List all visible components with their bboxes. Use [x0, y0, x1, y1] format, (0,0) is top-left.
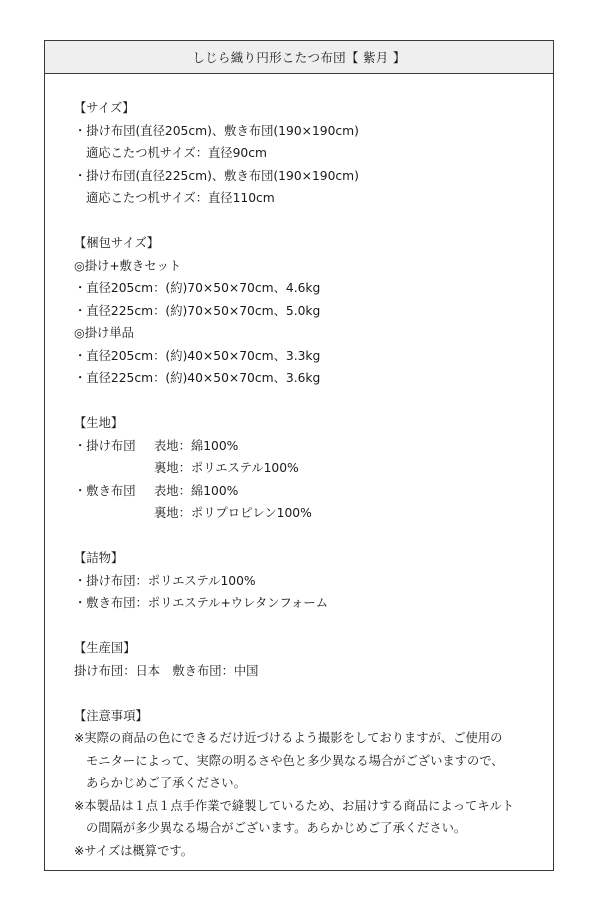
notes-heading: 【注意事項】	[74, 708, 148, 723]
package-single-2: ・直径225cm：(約)40×50×70cm、3.6kg	[74, 371, 321, 385]
origin-heading: 【生産国】	[74, 641, 136, 655]
notes-line-4: ※本製品は１点１点手作業で縫製しているため、お届けする商品によってキルト	[74, 798, 515, 813]
fabric-shiki-back: 裏地：ポリプロピレン100%	[154, 506, 312, 520]
fabric-kake-name: ・掛け布団	[74, 438, 136, 453]
package-single-label: ◎掛け単品	[74, 326, 134, 340]
package-single-1: ・直径205cm：(約)40×50×70cm、3.3kg	[74, 348, 321, 363]
spec-content	[45, 74, 553, 862]
section-package	[74, 232, 553, 390]
fabric-shiki-front: 表地：綿100%	[154, 483, 239, 498]
section-gap	[74, 682, 553, 705]
fabric-kake-row	[74, 435, 553, 458]
fabric-kake-back: 裏地：ポリエステル100%	[154, 461, 299, 475]
section-origin	[74, 637, 553, 682]
package-set-1: ・直径205cm：(約)70×50×70cm、4.6kg	[74, 281, 321, 295]
fabric-kake-back-row	[74, 457, 553, 480]
package-set-label: ◎掛け+敷きセット	[74, 258, 182, 273]
section-fabric	[74, 412, 553, 525]
filling-line-2: ・敷き布団：ポリエステル+ウレタンフォーム	[74, 596, 329, 610]
package-set-2: ・直径225cm：(約)70×50×70cm、5.0kg	[74, 303, 321, 318]
section-gap	[74, 390, 553, 413]
fabric-shiki-back-row	[74, 502, 553, 525]
filling-line-1: ・掛け布団：ポリエステル100%	[74, 573, 256, 588]
size-line-2: 適応こたつ机サイズ：直径90cm	[86, 146, 267, 160]
section-gap	[74, 615, 553, 638]
section-filling	[74, 547, 553, 615]
product-spec-sheet	[44, 40, 554, 871]
fabric-shiki-row	[74, 480, 553, 503]
notes-line-6: ※サイズは概算です。	[74, 843, 194, 858]
section-size	[74, 97, 553, 210]
size-heading: 【サイズ】	[74, 101, 135, 115]
size-line-4: 適応こたつ机サイズ：直径110cm	[86, 191, 275, 205]
section-gap	[74, 525, 553, 548]
size-line-3: ・掛け布団(直径225cm)、敷き布団(190×190cm)	[74, 168, 359, 183]
section-gap	[74, 210, 553, 233]
notes-line-2: モニターによって、実際の明るさや色と多少異なる場合がございますので、	[86, 753, 504, 768]
fabric-kake-front: 表地：綿100%	[154, 438, 239, 453]
package-heading: 【梱包サイズ】	[74, 236, 160, 250]
fabric-heading: 【生地】	[74, 416, 124, 430]
notes-line-3: あらかじめご了承ください。	[86, 776, 246, 790]
notes-line-5: の間隔が多少異なる場合がございます。あらかじめご了承ください。	[86, 821, 467, 835]
size-line-1: ・掛け布団(直径205cm)、敷き布団(190×190cm)	[74, 123, 359, 138]
spec-title-bar	[45, 41, 553, 74]
section-notes	[74, 705, 553, 863]
spec-title: しじら織り円形こたつ布団【 紫月 】	[192, 50, 406, 65]
filling-heading: 【詰物】	[74, 551, 124, 565]
fabric-shiki-name: ・敷き布団	[74, 483, 136, 498]
origin-line-1: 掛け布団：日本 敷き布団：中国	[74, 663, 259, 678]
notes-line-1: ※実際の商品の色にできるだけ近づけるよう撮影をしておりますが、ご使用の	[74, 731, 503, 745]
